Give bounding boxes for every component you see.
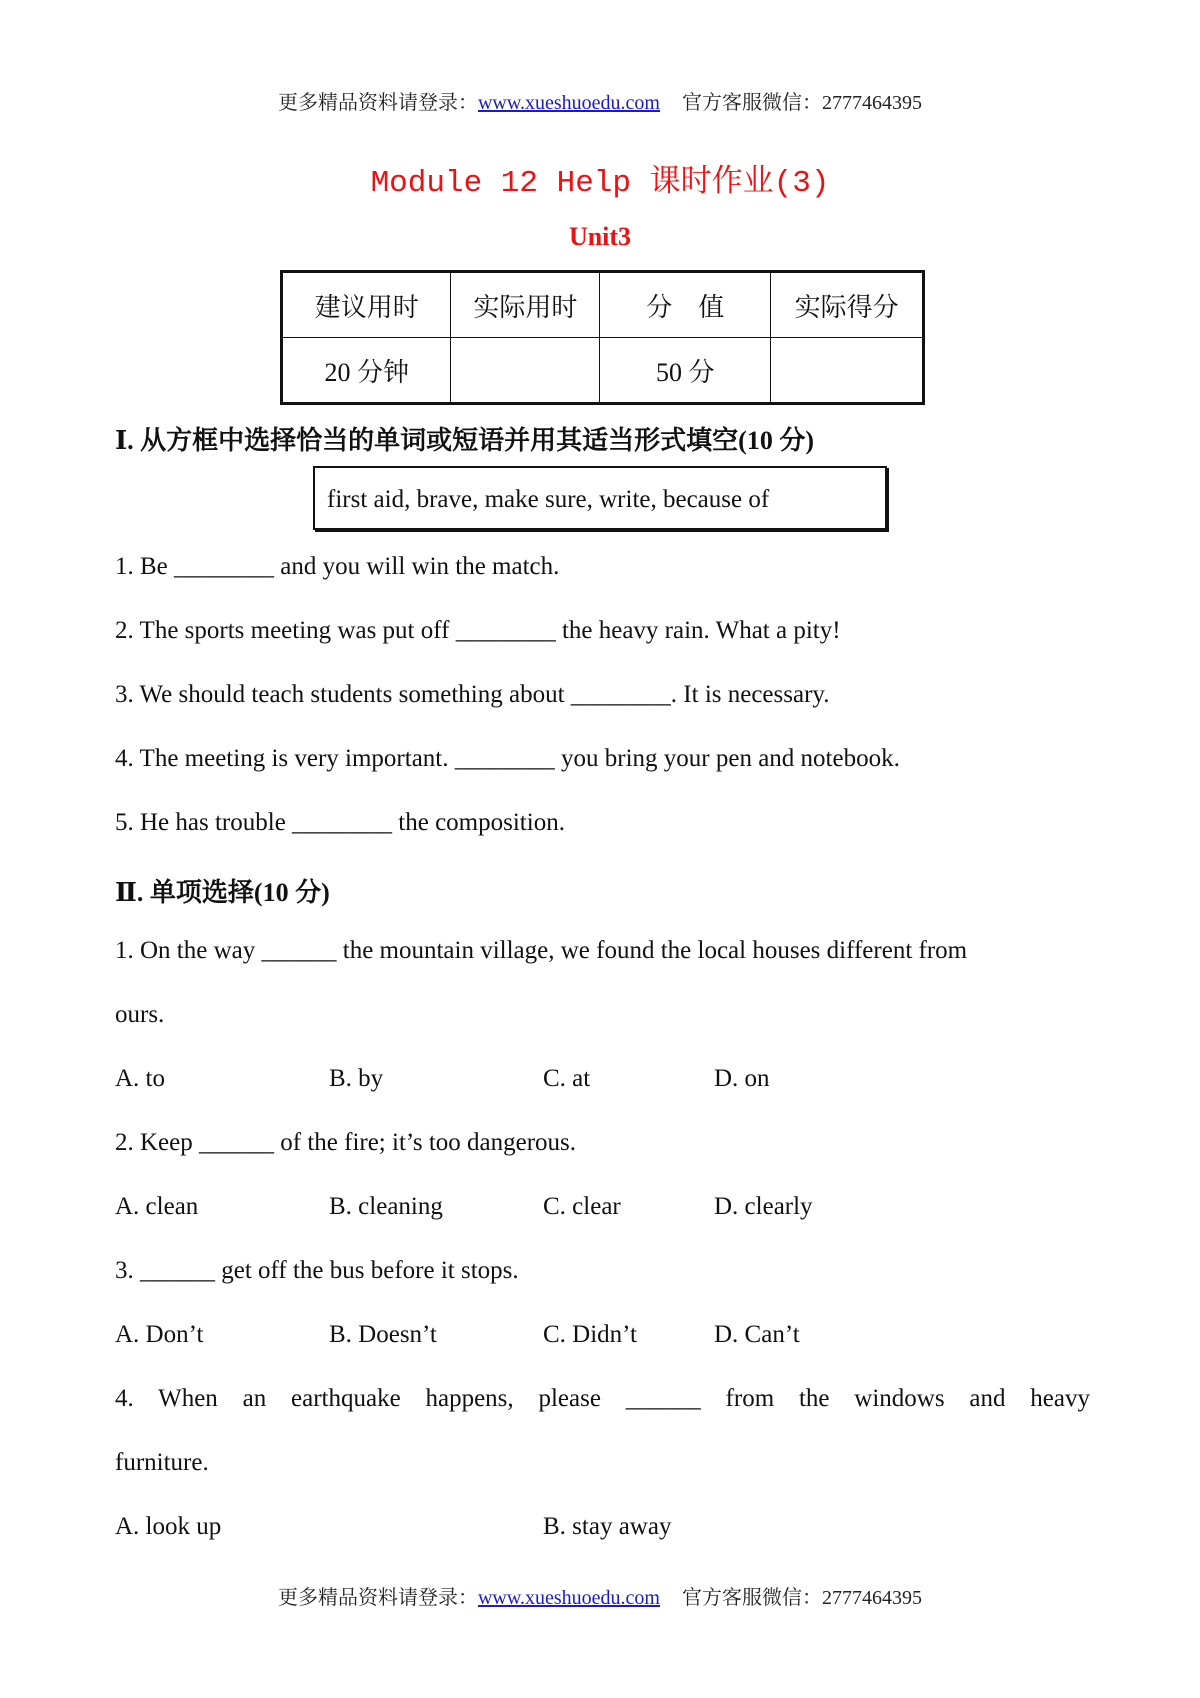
question-4-option: A. look up (115, 1513, 222, 1540)
time-header-cell: 建议用时 (282, 272, 451, 338)
question-4-text: 4. When an earthquake happens, please ______ from the windows and heavy (115, 1385, 1090, 1412)
question-2-option: D. clearly (714, 1193, 813, 1220)
question-2-option: B. cleaning (329, 1193, 443, 1220)
fill-item: 2. The sports meeting was put off ________ the heavy rain. What a pity! (115, 617, 841, 644)
time-header-cell: 实际得分 (771, 272, 924, 338)
page-subtitle: Unit3 (568, 222, 632, 251)
question-4-text-cont: furniture. (115, 1449, 209, 1476)
header-banner (0, 86, 1200, 115)
question-1-option: D. on (714, 1065, 770, 1092)
time-header-cell: 分 值 (600, 272, 771, 338)
question-3-text: 3. ______ get off the bus before it stops. (115, 1257, 519, 1284)
fill-item: 5. He has trouble ________ the composition. (115, 809, 565, 836)
word-box: first aid, brave, make sure, write, because of (313, 466, 887, 530)
page-title: Module 12 Help 课时作业(3) (370, 166, 830, 201)
question-1-option: C. at (543, 1065, 591, 1092)
question-1-text-cont: ours. (115, 1001, 165, 1028)
question-1-option: A. to (115, 1065, 165, 1092)
banner-link[interactable]: www.xueshuoedu.com (477, 92, 660, 114)
section1-heading: Ⅰ. 从方框中选择恰当的单词或短语并用其适当形式填空(10 分) (115, 426, 814, 455)
banner-prefix: 更多精品资料请登录： (277, 1587, 478, 1609)
section2-heading: Ⅱ. 单项选择(10 分) (115, 878, 330, 907)
question-2-text: 2. Keep ______ of the fire; it’s too dangerous. (115, 1129, 577, 1156)
fill-item: 1. Be ________ and you will win the match. (115, 553, 560, 580)
question-1-text: 1. On the way ______ the mountain village, we found the local houses different from (115, 937, 968, 964)
footer-banner (0, 1581, 1200, 1610)
question-1-option: B. by (329, 1065, 384, 1092)
banner-service: 官方客服微信：2777464395 (682, 1587, 922, 1609)
time-value-cell: 50 分 (600, 338, 771, 404)
question-3-option: D. Can’t (714, 1321, 800, 1348)
banner-link[interactable]: www.xueshuoedu.com (477, 1587, 660, 1609)
time-value-cell (451, 338, 600, 404)
banner-prefix: 更多精品资料请登录： (277, 92, 478, 114)
question-3-option: A. Don’t (115, 1321, 204, 1348)
banner-service: 官方客服微信：2777464395 (682, 92, 922, 114)
fill-item: 3. We should teach students something about ________. It is necessary. (115, 681, 830, 708)
time-value-cell: 20 分钟 (282, 338, 451, 404)
fill-item: 4. The meeting is very important. ________ you bring your pen and notebook. (115, 745, 900, 772)
question-4-option: B. stay away (543, 1513, 672, 1540)
question-2-option: A. clean (115, 1193, 199, 1220)
time-header-cell: 实际用时 (451, 272, 600, 338)
time-table (280, 270, 925, 405)
time-table-header-row (282, 272, 924, 338)
time-value-cell (771, 338, 924, 404)
time-table-value-row (282, 338, 924, 404)
question-3-option: B. Doesn’t (329, 1321, 437, 1348)
question-2-option: C. clear (543, 1193, 621, 1220)
question-3-option: C. Didn’t (543, 1321, 637, 1348)
